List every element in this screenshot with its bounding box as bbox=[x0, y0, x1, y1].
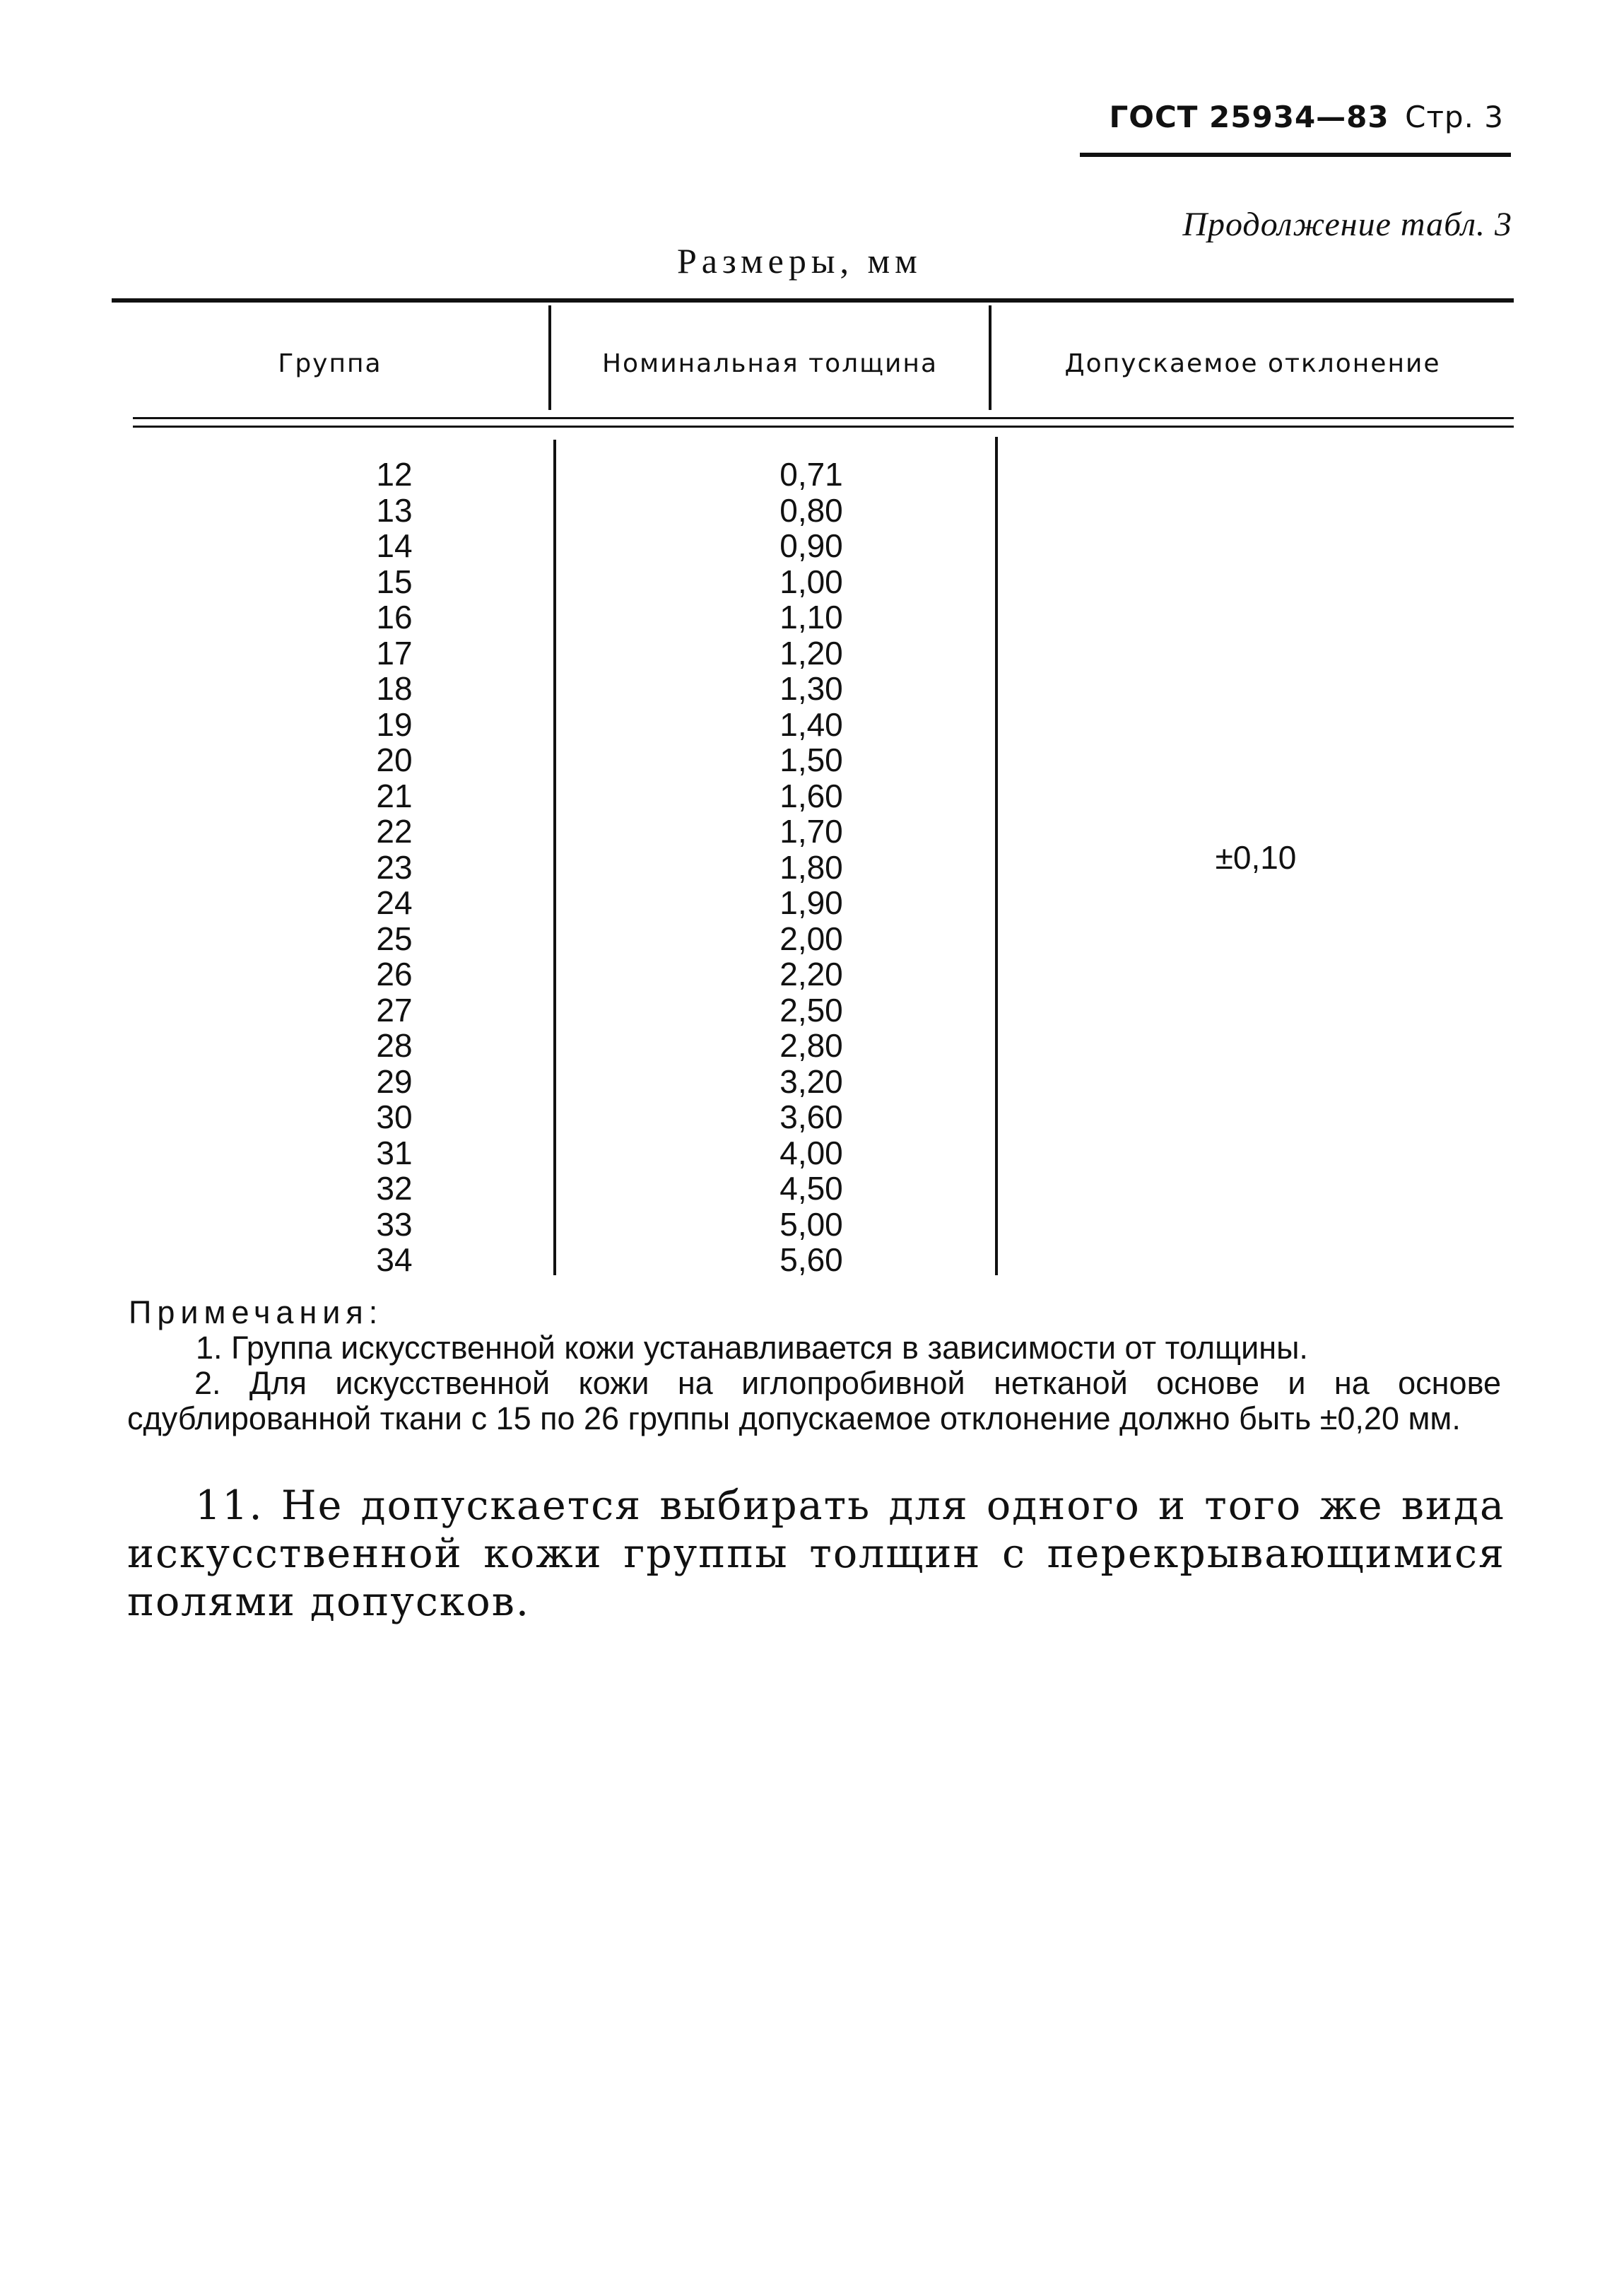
thickness-cell: 2,20 bbox=[779, 956, 843, 992]
thickness-column bbox=[726, 457, 896, 1278]
header-rule bbox=[1080, 153, 1511, 157]
group-cell: 21 bbox=[376, 777, 413, 814]
thickness-cell: 1,20 bbox=[779, 634, 843, 672]
thickness-cell: 1,80 bbox=[779, 848, 843, 886]
group-cell: 31 bbox=[376, 1134, 413, 1171]
group-cell: 12 bbox=[376, 456, 413, 493]
standard-code: ГОСТ 25934—83 bbox=[1109, 100, 1389, 134]
thickness-cell: 1,10 bbox=[779, 599, 843, 635]
group-cell: 18 bbox=[376, 670, 413, 707]
table-continuation-label: Продолжение табл. 3 bbox=[1182, 206, 1512, 243]
group-cell: 34 bbox=[376, 1241, 413, 1278]
thickness-cell: 4,00 bbox=[779, 1134, 843, 1171]
group-cell: 15 bbox=[376, 563, 413, 600]
group-cell: 17 bbox=[376, 634, 413, 672]
thickness-cell: 1,40 bbox=[779, 705, 843, 743]
thickness-cell: 1,60 bbox=[779, 777, 843, 814]
group-cell: 16 bbox=[376, 599, 413, 635]
thickness-cell: 1,00 bbox=[779, 563, 843, 600]
paragraph-11: 11. Не допускается выбирать для одного и того же вида искусственной кожи группы толщин с перекрывающимися полями допусков. bbox=[127, 1482, 1505, 1625]
column-header-thickness: Номинальная толщина bbox=[601, 349, 938, 378]
group-column bbox=[324, 457, 465, 1278]
notes-title: Примечания: bbox=[129, 1294, 384, 1330]
group-cell: 24 bbox=[376, 884, 413, 921]
group-cell: 14 bbox=[376, 527, 413, 564]
thickness-cell: 2,50 bbox=[779, 991, 843, 1029]
group-cell: 19 bbox=[376, 705, 413, 743]
thickness-cell: 1,30 bbox=[779, 670, 843, 707]
group-cell: 23 bbox=[376, 848, 413, 886]
group-cell: 20 bbox=[376, 742, 413, 778]
thickness-cell: 4,50 bbox=[779, 1170, 843, 1207]
note-item: 1. Группа искусственной кожи устанавливается в зависимости от толщины. bbox=[196, 1330, 1308, 1366]
header-text bbox=[1109, 98, 1504, 135]
group-cell: 22 bbox=[376, 813, 413, 850]
thickness-cell: 3,60 bbox=[779, 1099, 843, 1135]
header-bottom-rule bbox=[133, 417, 1514, 419]
page-header bbox=[1080, 98, 1511, 154]
group-cell: 30 bbox=[376, 1099, 413, 1135]
table-top-rule bbox=[112, 298, 1514, 303]
thickness-cell: 2,00 bbox=[779, 920, 843, 957]
group-cell: 28 bbox=[376, 1027, 413, 1064]
thickness-cell: 3,20 bbox=[779, 1062, 843, 1100]
column-header-group: Группа bbox=[278, 349, 382, 378]
units-caption: Размеры, мм bbox=[677, 241, 922, 281]
thickness-cell: 0,80 bbox=[779, 491, 843, 529]
thickness-cell: 5,00 bbox=[779, 1205, 843, 1243]
thickness-cell: 0,90 bbox=[779, 527, 843, 564]
group-cell: 25 bbox=[376, 920, 413, 957]
column-header-tolerance: Допускаемое отклонение bbox=[1064, 349, 1441, 378]
page-number: Стр. 3 bbox=[1405, 100, 1504, 134]
note-item: 2. Для искусственной кожи на иглопробивной нетканой основе и на основе сдублированной ткани с 15 по 26 группы допускаемое отклонение должно быть ±0,20 мм. bbox=[127, 1365, 1501, 1436]
group-cell: 33 bbox=[376, 1205, 413, 1243]
thickness-table bbox=[112, 298, 1514, 1288]
thickness-cell: 1,50 bbox=[779, 742, 843, 778]
group-cell: 29 bbox=[376, 1062, 413, 1100]
thickness-cell: 1,70 bbox=[779, 813, 843, 850]
body-divider-1 bbox=[553, 440, 556, 1275]
thickness-cell: 0,71 bbox=[779, 456, 843, 493]
group-cell: 13 bbox=[376, 491, 413, 529]
group-cell: 32 bbox=[376, 1170, 413, 1207]
thickness-cell: 2,80 bbox=[779, 1027, 843, 1064]
tolerance-value: ±0,10 bbox=[1215, 839, 1297, 876]
thickness-cell: 1,90 bbox=[779, 884, 843, 921]
notes-block bbox=[129, 1295, 1501, 1436]
group-cell: 26 bbox=[376, 956, 413, 992]
header-bottom-rule-second bbox=[133, 426, 1514, 428]
group-cell: 27 bbox=[376, 991, 413, 1029]
thickness-cell: 5,60 bbox=[779, 1241, 843, 1278]
